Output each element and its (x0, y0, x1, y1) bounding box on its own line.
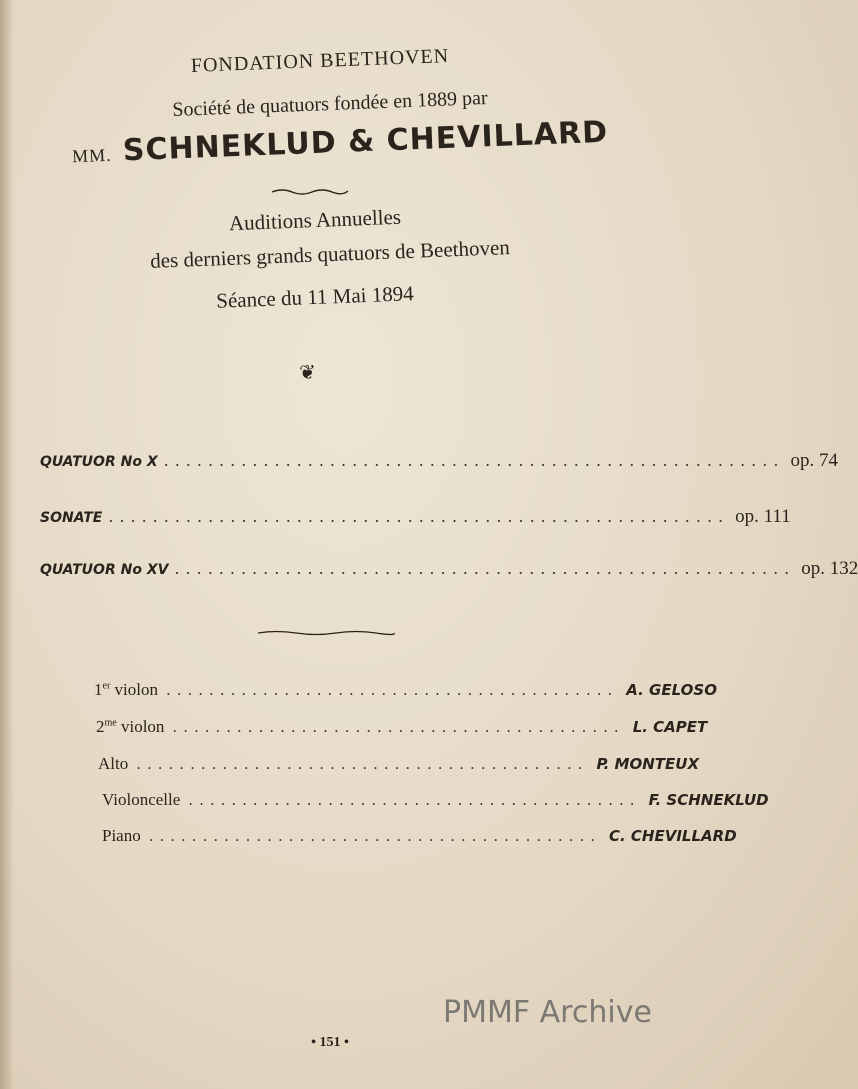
auditions-line: Auditions Annuelles (228, 204, 402, 236)
program-title: QUATUOR No X (40, 454, 158, 470)
dot-leader: ........................................................ (174, 559, 796, 578)
dot-leader: .......................................... (148, 827, 601, 845)
founders-prefix: MM. (71, 144, 113, 167)
dot-leader: ........................................................ (108, 507, 730, 526)
swash-divider-icon (256, 628, 396, 638)
performer-row (102, 826, 737, 852)
performer-role: $2^{me}$ violon (96, 717, 165, 736)
program-title: SONATE (40, 510, 103, 526)
fleuron-icon: ❦ (299, 360, 316, 384)
session-date: Séance du 11 Mai 1894 (215, 281, 415, 313)
performer-name: F. SCHNEKLUD (648, 791, 769, 809)
performer-role: Alto (98, 754, 129, 773)
dot-leader: .......................................... (136, 755, 589, 773)
performer-row (96, 717, 708, 743)
program-opus: op. 74 (790, 450, 838, 471)
performer-name: A. GELOSO (626, 681, 717, 699)
page-header (0, 0, 722, 340)
page-title: FONDATION BEETHOVEN (190, 45, 450, 77)
performer-row (102, 790, 769, 816)
society-line: Société de quatuors fondée en 1889 par (171, 86, 489, 122)
archive-watermark: PMMF Archive (443, 995, 652, 1030)
swash-divider-icon (270, 186, 350, 196)
performer-role: 1er violon (94, 680, 158, 699)
dot-leader: .......................................... (172, 718, 625, 736)
program-item (40, 506, 791, 536)
performer-row (94, 680, 717, 706)
performer-role: Violoncelle (102, 790, 181, 809)
program-opus: op. 111 (735, 506, 791, 527)
program-item (40, 558, 858, 588)
dot-leader: ........................................................ (163, 451, 785, 470)
performer-row (98, 754, 700, 780)
program-title: QUATUOR No XV (40, 562, 169, 578)
performer-role: Piano (102, 826, 141, 845)
program-item (40, 450, 838, 480)
performer-name: P. MONTEUX (596, 755, 700, 773)
dot-leader: .......................................... (188, 791, 641, 809)
subtitle-line: des derniers grands quatuors de Beethoven (149, 235, 511, 273)
performer-name: L. CAPET (632, 718, 708, 736)
dot-leader: .......................................... (165, 681, 619, 699)
founders-names: SCHNEKLUD & CHEVILLARD (122, 114, 609, 169)
page-number: • 151 • (311, 1035, 349, 1050)
performer-name: C. CHEVILLARD (609, 827, 737, 845)
program-opus: op. 132 (801, 558, 858, 579)
